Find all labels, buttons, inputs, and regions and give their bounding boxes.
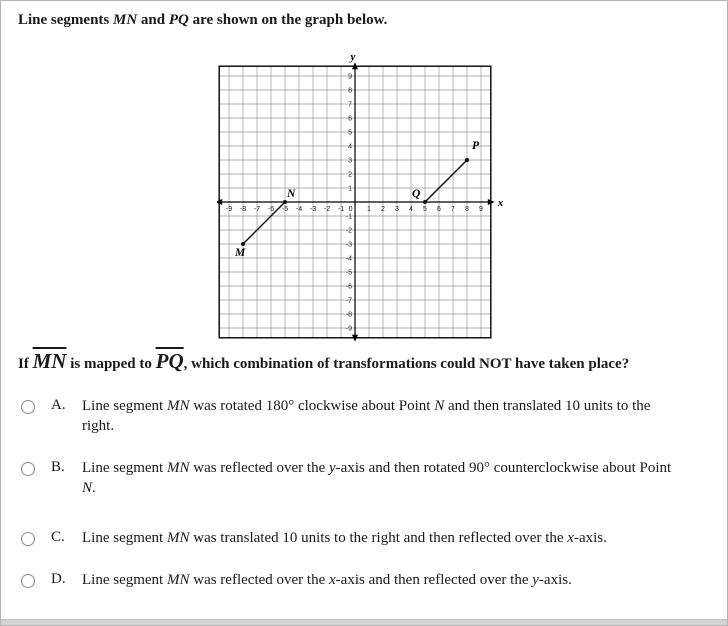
option-text-c: Line segment MN was translated 10 units to the right and then reflected over the x-axis. [82,529,607,546]
svg-text:1: 1 [367,206,371,213]
option-letter-d: D. [51,570,66,587]
svg-text:5: 5 [348,129,352,137]
svg-text:-9: -9 [225,206,233,213]
svg-text:6: 6 [348,115,352,123]
option-radio-b[interactable] [21,462,35,476]
svg-text:9: 9 [479,206,483,213]
svg-text:-5: -5 [281,206,289,213]
option-radio-a[interactable] [21,400,35,414]
svg-text:N: N [287,188,296,200]
answer-option-d [21,571,717,591]
svg-text:7: 7 [348,101,352,109]
svg-text:-6: -6 [267,206,275,213]
option-letter-c: C. [51,528,65,545]
svg-text:-6: -6 [345,283,352,291]
svg-text:4: 4 [348,143,352,151]
svg-text:-4: -4 [295,206,303,213]
svg-text:1: 1 [348,185,352,193]
svg-text:M: M [235,247,246,259]
svg-text:x: x [497,197,504,209]
svg-text:-3: -3 [345,241,352,249]
svg-text:2: 2 [348,171,352,179]
question-stem: If $\overline{MN}$ is mapped to $\overline{PQ}$, which combination of transformations could NOT have taken place? [18,349,630,373]
svg-text:y: y [350,51,356,64]
svg-text:-2: -2 [345,227,352,235]
svg-text:-7: -7 [345,297,352,305]
answer-option-c [21,529,717,549]
svg-text:-2: -2 [323,206,331,213]
svg-text:Q: Q [412,188,421,200]
svg-text:-8: -8 [345,311,352,319]
question-prompt: Line segments MN and PQ are shown on the graph below. [18,12,388,28]
svg-text:-9: -9 [345,325,352,333]
svg-text:-7: -7 [253,206,261,213]
svg-text:-8: -8 [239,206,247,213]
answer-options [21,397,717,613]
coordinate-grid [217,50,509,344]
svg-text:-1: -1 [337,206,345,213]
svg-text:4: 4 [409,206,413,213]
svg-text:6: 6 [437,206,441,213]
svg-text:7: 7 [451,206,455,213]
answer-option-b [21,459,717,499]
graph-figure [217,50,509,349]
svg-text:3: 3 [348,157,352,165]
option-radio-d[interactable] [21,574,35,588]
svg-text:9: 9 [348,73,352,81]
svg-text:-4: -4 [345,255,352,263]
svg-text:3: 3 [395,206,399,213]
option-text-d: Line segment MN was reflected over the x-axis and then reflected over the y-axis. [82,571,572,588]
option-letter-a: A. [51,397,66,413]
answer-option-a [21,397,717,437]
option-letter-b: B. [51,458,65,475]
svg-text:8: 8 [465,206,469,213]
svg-text:2: 2 [381,206,385,213]
svg-text:-3: -3 [309,206,317,213]
option-text-a: Line segment MN was rotated 180° clockwise about Point N and then translated 10 units to the right. [82,398,651,434]
svg-text:0: 0 [348,206,353,213]
option-radio-c[interactable] [21,532,35,546]
bottom-divider [1,619,727,625]
svg-text:-1: -1 [345,213,352,221]
svg-text:P: P [472,140,480,152]
svg-text:8: 8 [348,87,352,95]
option-text-b: Line segment MN was reflected over the y-axis and then rotated 90° counterclockwise about Point N. [82,459,672,496]
svg-text:5: 5 [423,206,427,213]
svg-text:-5: -5 [345,269,352,277]
